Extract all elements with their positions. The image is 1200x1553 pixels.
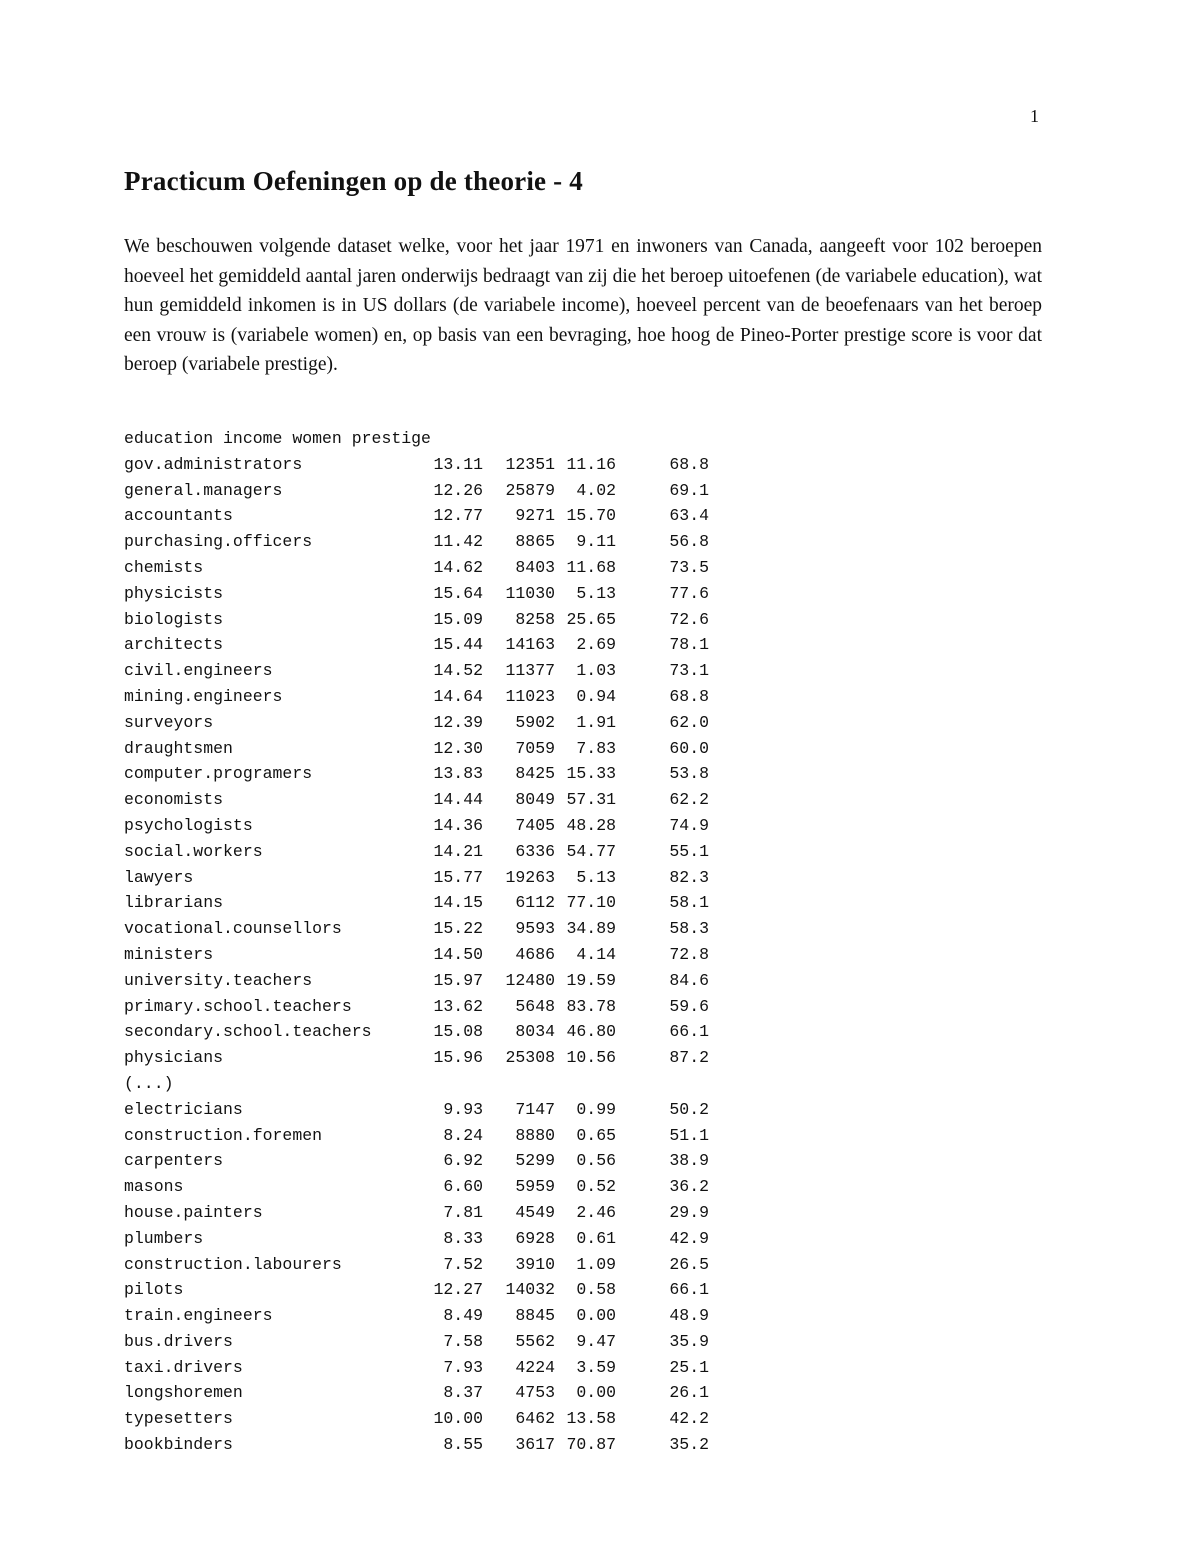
prestige-cell: 51.1: [669, 1125, 709, 1145]
table-row: [124, 1252, 724, 1278]
occupation-cell: librarians: [124, 893, 224, 913]
table-row: [124, 658, 724, 684]
occupation-cell: physicists: [124, 583, 224, 603]
income-cell: 8403: [515, 557, 555, 577]
education-cell: 14.52: [433, 661, 483, 681]
income-cell: 8865: [515, 532, 555, 552]
women-cell: 83.78: [566, 996, 616, 1016]
table-row: [124, 632, 724, 658]
prestige-cell: 58.1: [669, 893, 709, 913]
women-cell: 5.13: [576, 867, 616, 887]
table-row: [124, 813, 724, 839]
education-cell: 8.33: [443, 1228, 483, 1248]
prestige-cell: 82.3: [669, 867, 709, 887]
education-cell: 12.26: [433, 480, 483, 500]
education-cell: 14.21: [433, 841, 483, 861]
occupation-cell: general.managers: [124, 480, 283, 500]
table-row: [124, 607, 724, 633]
income-cell: 8845: [515, 1306, 555, 1326]
women-cell: 10.56: [566, 1048, 616, 1068]
income-cell: 5562: [515, 1331, 555, 1351]
occupation-cell: chemists: [124, 557, 204, 577]
women-cell: 15.70: [566, 506, 616, 526]
prestige-cell: 77.6: [669, 583, 709, 603]
occupation-cell: secondary.school.teachers: [124, 1022, 372, 1042]
women-cell: 0.00: [576, 1383, 616, 1403]
education-cell: 14.15: [433, 893, 483, 913]
table-row: [124, 529, 724, 555]
table-row: [124, 1226, 724, 1252]
prestige-cell: 62.2: [669, 790, 709, 810]
women-cell: 1.09: [576, 1254, 616, 1274]
income-cell: 14163: [505, 635, 555, 655]
education-cell: 15.64: [433, 583, 483, 603]
women-cell: 34.89: [566, 919, 616, 939]
table-row: [124, 1148, 724, 1174]
table-row: [124, 1097, 724, 1123]
women-cell: 3.59: [576, 1357, 616, 1377]
prestige-cell: 62.0: [669, 712, 709, 732]
income-cell: 6336: [515, 841, 555, 861]
women-cell: 9.47: [576, 1331, 616, 1351]
prestige-cell: 42.9: [669, 1228, 709, 1248]
income-cell: 9271: [515, 506, 555, 526]
occupation-cell: architects: [124, 635, 224, 655]
table-row: [124, 1045, 724, 1071]
women-cell: 7.83: [576, 738, 616, 758]
women-cell: 19.59: [566, 970, 616, 990]
table-row: [124, 1277, 724, 1303]
women-cell: 0.56: [576, 1151, 616, 1171]
table-row: [124, 503, 724, 529]
education-cell: 6.92: [443, 1151, 483, 1171]
education-cell: 13.62: [433, 996, 483, 1016]
women-cell: 4.14: [576, 944, 616, 964]
prestige-cell: 29.9: [669, 1202, 709, 1222]
table-row: [124, 1432, 724, 1458]
income-cell: 6462: [515, 1409, 555, 1429]
women-cell: 70.87: [566, 1435, 616, 1455]
prestige-cell: 68.8: [669, 454, 709, 474]
table-row: [124, 916, 724, 942]
education-cell: 12.30: [433, 738, 483, 758]
education-cell: 15.96: [433, 1048, 483, 1068]
table-row: [124, 581, 724, 607]
prestige-cell: 26.1: [669, 1383, 709, 1403]
occupation-cell: economists: [124, 790, 224, 810]
education-cell: 13.11: [433, 454, 483, 474]
occupation-cell: accountants: [124, 506, 233, 526]
education-cell: 14.50: [433, 944, 483, 964]
prestige-cell: 69.1: [669, 480, 709, 500]
prestige-cell: 55.1: [669, 841, 709, 861]
education-cell: 14.64: [433, 686, 483, 706]
occupation-cell: construction.foremen: [124, 1125, 323, 1145]
prestige-cell: 66.1: [669, 1280, 709, 1300]
prestige-cell: 84.6: [669, 970, 709, 990]
education-cell: 14.36: [433, 815, 483, 835]
income-cell: 12480: [505, 970, 555, 990]
prestige-cell: 35.9: [669, 1331, 709, 1351]
women-cell: 0.94: [576, 686, 616, 706]
women-cell: 25.65: [566, 609, 616, 629]
women-cell: 46.80: [566, 1022, 616, 1042]
income-cell: 5299: [515, 1151, 555, 1171]
occupation-cell: surveyors: [124, 712, 214, 732]
dataset-table: [124, 426, 724, 1458]
income-cell: 8258: [515, 609, 555, 629]
women-cell: 2.69: [576, 635, 616, 655]
education-cell: 8.24: [443, 1125, 483, 1145]
income-cell: 25308: [505, 1048, 555, 1068]
table-ellipsis: (...): [124, 1073, 174, 1093]
income-cell: 5959: [515, 1177, 555, 1197]
prestige-cell: 48.9: [669, 1306, 709, 1326]
occupation-cell: gov.administrators: [124, 454, 303, 474]
prestige-cell: 72.8: [669, 944, 709, 964]
prestige-cell: 59.6: [669, 996, 709, 1016]
education-cell: 14.62: [433, 557, 483, 577]
prestige-cell: 58.3: [669, 919, 709, 939]
prestige-cell: 68.8: [669, 686, 709, 706]
occupation-cell: biologists: [124, 609, 224, 629]
table-row: [124, 761, 724, 787]
prestige-cell: 72.6: [669, 609, 709, 629]
prestige-cell: 53.8: [669, 764, 709, 784]
education-cell: 11.42: [433, 532, 483, 552]
education-cell: 15.44: [433, 635, 483, 655]
women-cell: 0.00: [576, 1306, 616, 1326]
table-header: education income women prestige: [124, 429, 431, 448]
income-cell: 3910: [515, 1254, 555, 1274]
income-cell: 19263: [505, 867, 555, 887]
income-cell: 8034: [515, 1022, 555, 1042]
women-cell: 4.02: [576, 480, 616, 500]
page-title: Practicum Oefeningen op de theorie - 4: [124, 166, 584, 196]
education-cell: 13.83: [433, 764, 483, 784]
table-row: [124, 890, 724, 916]
income-cell: 11377: [505, 661, 555, 681]
prestige-cell: 42.2: [669, 1409, 709, 1429]
prestige-cell: 26.5: [669, 1254, 709, 1274]
income-cell: 4224: [515, 1357, 555, 1377]
occupation-cell: university.teachers: [124, 970, 313, 990]
occupation-cell: vocational.counsellors: [124, 919, 342, 939]
prestige-cell: 73.1: [669, 661, 709, 681]
occupation-cell: carpenters: [124, 1151, 224, 1171]
occupation-cell: plumbers: [124, 1228, 204, 1248]
occupation-cell: computer.programers: [124, 764, 313, 784]
income-cell: 11030: [505, 583, 555, 603]
table-row: [124, 736, 724, 762]
income-cell: 9593: [515, 919, 555, 939]
income-cell: 6112: [515, 893, 555, 913]
occupation-cell: draughtsmen: [124, 738, 233, 758]
education-cell: 15.09: [433, 609, 483, 629]
women-cell: 0.61: [576, 1228, 616, 1248]
prestige-cell: 50.2: [669, 1099, 709, 1119]
education-cell: 12.27: [433, 1280, 483, 1300]
intro-paragraph: We beschouwen volgende dataset welke, voor het jaar 1971 en inwoners van Canada, aangeeft voor 102 beroepen hoeveel het gemiddeld aantal jaren onderwijs bedraagt van zij die het beroep uitoefenen (de variabele education), wat hun gemiddeld inkomen is in US dollars (de variabele income), hoeveel percent van de beoefenaars van het beroep een vrouw is (variabele women) en, op basis van een bevraging, hoe hoog de Pineo-Porter prestige score is voor dat beroep (variabele prestige).: [124, 236, 1042, 375]
women-cell: 9.11: [576, 532, 616, 552]
prestige-cell: 60.0: [669, 738, 709, 758]
income-cell: 8880: [515, 1125, 555, 1145]
table-row: [124, 1123, 724, 1149]
women-cell: 0.99: [576, 1099, 616, 1119]
women-cell: 15.33: [566, 764, 616, 784]
table-row: [124, 994, 724, 1020]
occupation-cell: physicians: [124, 1048, 224, 1068]
education-cell: 8.49: [443, 1306, 483, 1326]
education-cell: 15.77: [433, 867, 483, 887]
occupation-cell: longshoremen: [124, 1383, 243, 1403]
income-cell: 8049: [515, 790, 555, 810]
women-cell: 2.46: [576, 1202, 616, 1222]
income-cell: 4686: [515, 944, 555, 964]
prestige-cell: 73.5: [669, 557, 709, 577]
education-cell: 8.55: [443, 1435, 483, 1455]
table-row: [124, 1406, 724, 1432]
occupation-cell: typesetters: [124, 1409, 233, 1429]
occupation-cell: civil.engineers: [124, 661, 273, 681]
income-cell: 14032: [505, 1280, 555, 1300]
education-cell: 9.93: [443, 1099, 483, 1119]
income-cell: 7405: [515, 815, 555, 835]
occupation-cell: psychologists: [124, 815, 253, 835]
occupation-cell: pilots: [124, 1280, 184, 1300]
women-cell: 0.65: [576, 1125, 616, 1145]
prestige-cell: 36.2: [669, 1177, 709, 1197]
income-cell: 5648: [515, 996, 555, 1016]
table-rows-top: [124, 452, 724, 1071]
women-cell: 1.03: [576, 661, 616, 681]
table-row: [124, 942, 724, 968]
women-cell: 57.31: [566, 790, 616, 810]
table-row: [124, 478, 724, 504]
table-row: [124, 452, 724, 478]
table-row: [124, 865, 724, 891]
table-row: [124, 1380, 724, 1406]
table-row: [124, 710, 724, 736]
income-cell: 7059: [515, 738, 555, 758]
prestige-cell: 66.1: [669, 1022, 709, 1042]
occupation-cell: ministers: [124, 944, 214, 964]
table-row: [124, 787, 724, 813]
income-cell: 4753: [515, 1383, 555, 1403]
occupation-cell: bookbinders: [124, 1435, 233, 1455]
occupation-cell: primary.school.teachers: [124, 996, 352, 1016]
education-cell: 12.39: [433, 712, 483, 732]
occupation-cell: bus.drivers: [124, 1331, 233, 1351]
income-cell: 5902: [515, 712, 555, 732]
education-cell: 7.81: [443, 1202, 483, 1222]
table-row: [124, 555, 724, 581]
occupation-cell: masons: [124, 1177, 184, 1197]
education-cell: 7.93: [443, 1357, 483, 1377]
prestige-cell: 87.2: [669, 1048, 709, 1068]
prestige-cell: 38.9: [669, 1151, 709, 1171]
table-row: [124, 1200, 724, 1226]
occupation-cell: construction.labourers: [124, 1254, 342, 1274]
women-cell: 77.10: [566, 893, 616, 913]
women-cell: 54.77: [566, 841, 616, 861]
education-cell: 10.00: [433, 1409, 483, 1429]
table-row: [124, 1303, 724, 1329]
income-cell: 8425: [515, 764, 555, 784]
table-row: [124, 1019, 724, 1045]
table-row: [124, 968, 724, 994]
prestige-cell: 63.4: [669, 506, 709, 526]
education-cell: 7.52: [443, 1254, 483, 1274]
women-cell: 11.16: [566, 454, 616, 474]
income-cell: 25879: [505, 480, 555, 500]
table-row: [124, 684, 724, 710]
education-cell: 15.08: [433, 1022, 483, 1042]
page-number: 1: [1030, 106, 1039, 126]
occupation-cell: purchasing.officers: [124, 532, 313, 552]
education-cell: 6.60: [443, 1177, 483, 1197]
prestige-cell: 56.8: [669, 532, 709, 552]
prestige-cell: 74.9: [669, 815, 709, 835]
women-cell: 5.13: [576, 583, 616, 603]
occupation-cell: house.painters: [124, 1202, 263, 1222]
prestige-cell: 78.1: [669, 635, 709, 655]
women-cell: 0.52: [576, 1177, 616, 1197]
women-cell: 0.58: [576, 1280, 616, 1300]
education-cell: 15.22: [433, 919, 483, 939]
education-cell: 8.37: [443, 1383, 483, 1403]
occupation-cell: social.workers: [124, 841, 263, 861]
income-cell: 6928: [515, 1228, 555, 1248]
education-cell: 15.97: [433, 970, 483, 990]
table-row: [124, 1174, 724, 1200]
women-cell: 11.68: [566, 557, 616, 577]
occupation-cell: lawyers: [124, 867, 194, 887]
women-cell: 13.58: [566, 1409, 616, 1429]
income-cell: 12351: [505, 454, 555, 474]
prestige-cell: 25.1: [669, 1357, 709, 1377]
table-row: [124, 1355, 724, 1381]
women-cell: 1.91: [576, 712, 616, 732]
table-row: [124, 1329, 724, 1355]
table-rows-bottom: [124, 1097, 724, 1458]
income-cell: 4549: [515, 1202, 555, 1222]
education-cell: 12.77: [433, 506, 483, 526]
income-cell: 7147: [515, 1099, 555, 1119]
table-row: [124, 839, 724, 865]
occupation-cell: train.engineers: [124, 1306, 273, 1326]
education-cell: 7.58: [443, 1331, 483, 1351]
education-cell: 14.44: [433, 790, 483, 810]
income-cell: 11023: [505, 686, 555, 706]
prestige-cell: 35.2: [669, 1435, 709, 1455]
occupation-cell: electricians: [124, 1099, 243, 1119]
income-cell: 3617: [515, 1435, 555, 1455]
women-cell: 48.28: [566, 815, 616, 835]
occupation-cell: taxi.drivers: [124, 1357, 243, 1377]
occupation-cell: mining.engineers: [124, 686, 283, 706]
